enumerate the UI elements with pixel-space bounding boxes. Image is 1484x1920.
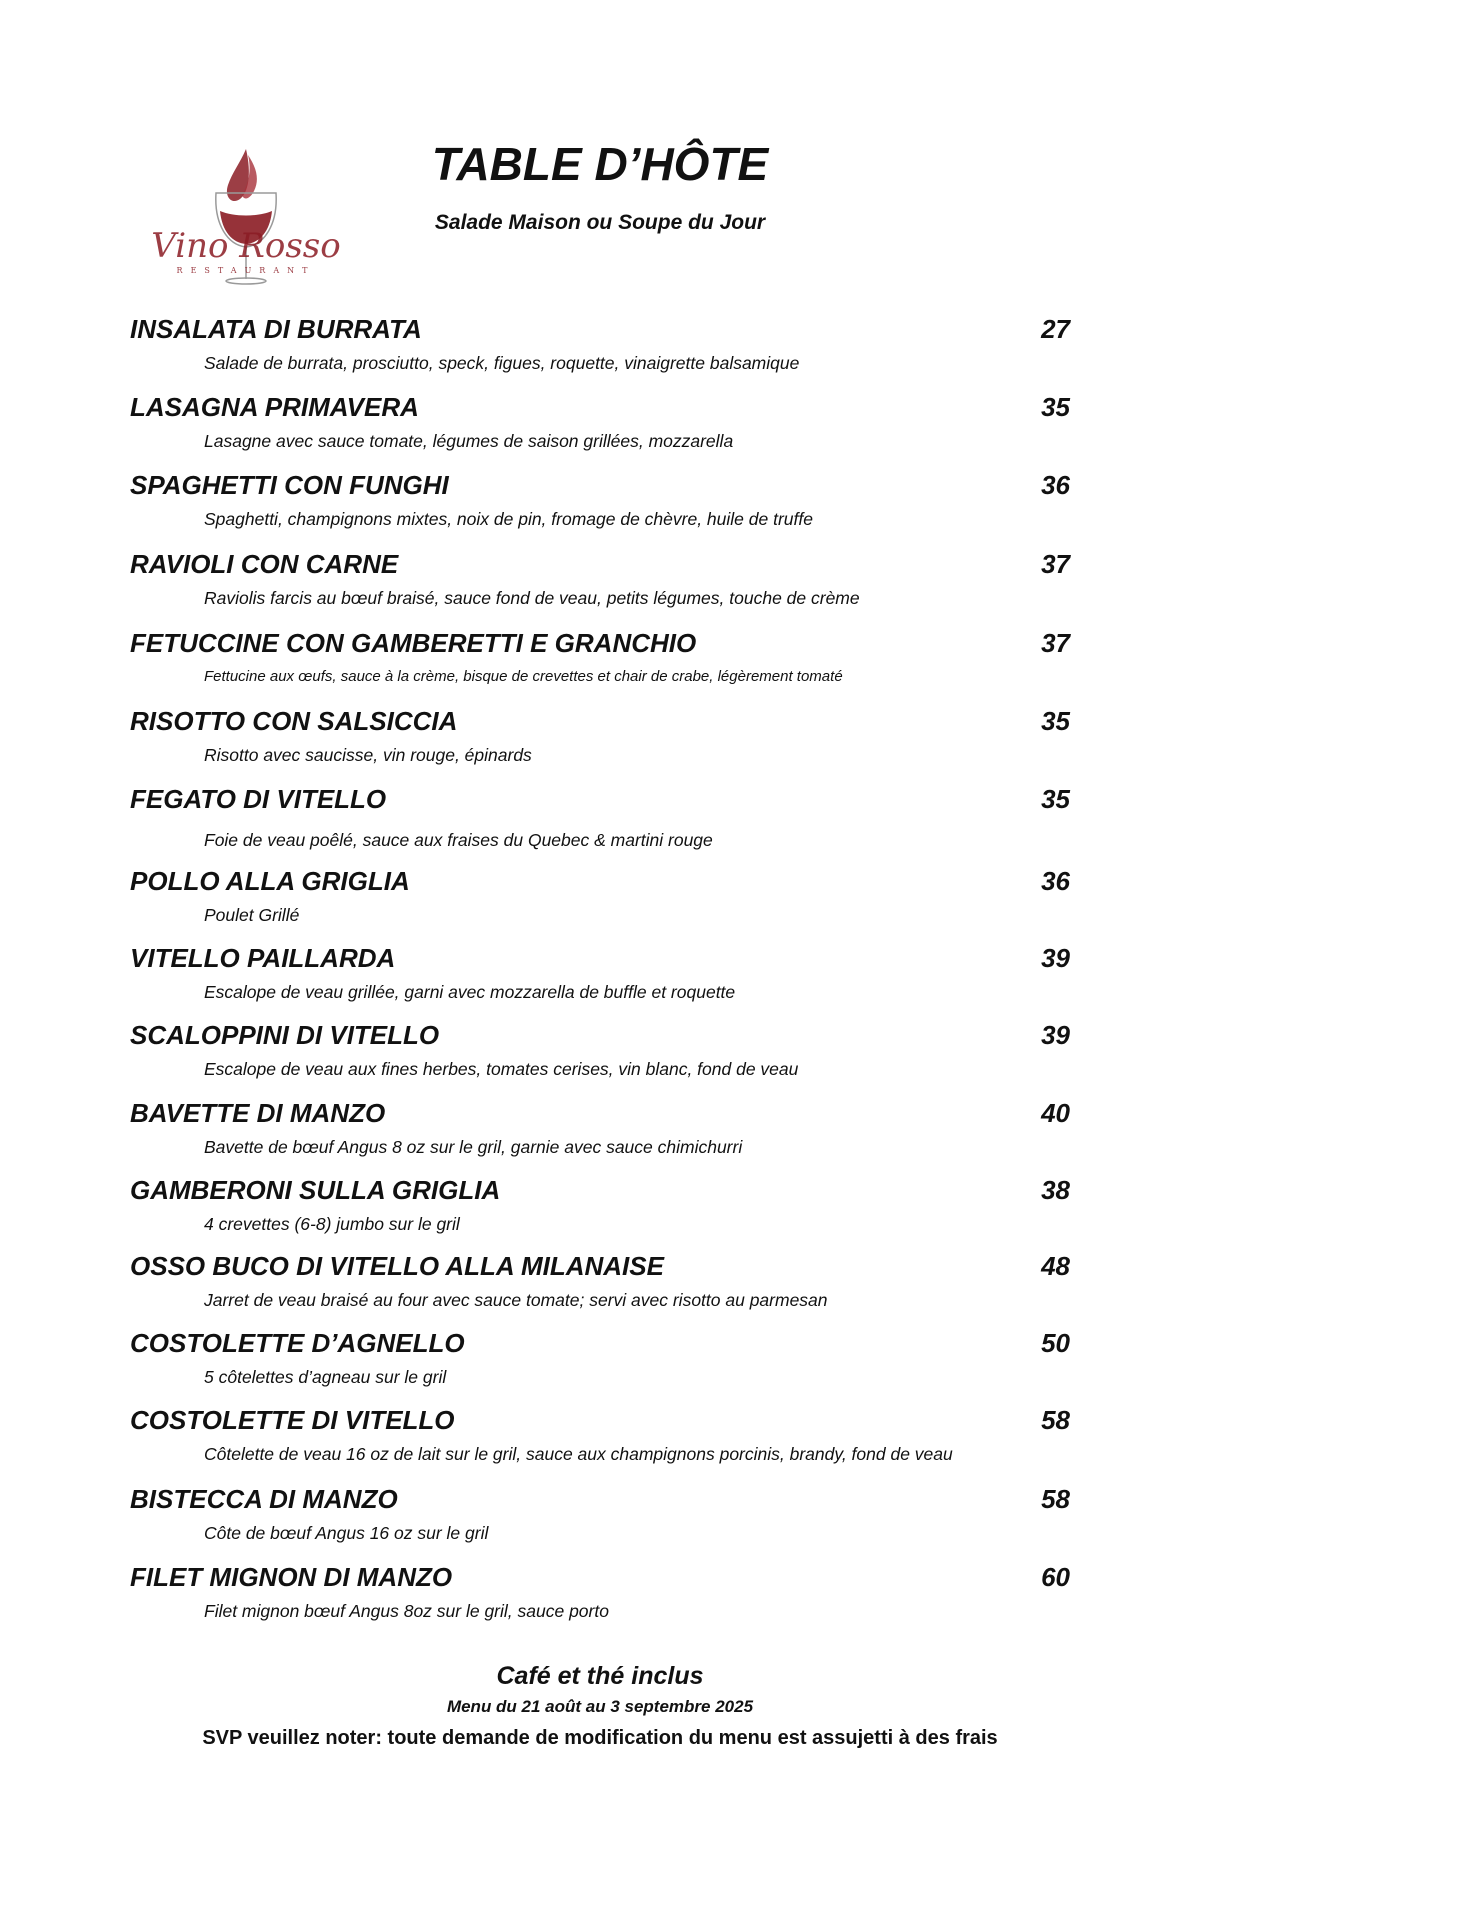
menu-item: [130, 1018, 1070, 1081]
menu-item: [130, 626, 1070, 689]
dish-description: Raviolis farcis au bœuf braisé, sauce fond de veau, petits légumes, touche de crème: [204, 588, 860, 608]
dish-price: 48: [1041, 1251, 1070, 1281]
dish-price: 39: [1041, 943, 1070, 973]
menu-item-header: [130, 1482, 1070, 1516]
dish-price: 35: [1041, 784, 1070, 814]
dish-description: Bavette de bœuf Angus 8 oz sur le gril, garnie avec sauce chimichurri: [204, 1137, 743, 1157]
dish-description: Lasagne avec sauce tomate, légumes de saison grillées, mozzarella: [204, 431, 734, 451]
dish-description: Côte de bœuf Angus 16 oz sur le gril: [204, 1523, 489, 1543]
dish-name: FETUCCINE CON GAMBERETTI E GRANCHIO: [130, 628, 697, 658]
dish-name: VITELLO PAILLARDA: [130, 943, 396, 973]
menu-item: [130, 864, 1070, 927]
menu-item: [130, 941, 1070, 1004]
footer-included: Café et thé inclus: [496, 1662, 704, 1690]
menu-item-header: [130, 547, 1070, 581]
menu-item: [130, 312, 1070, 375]
dish-name: BISTECCA DI MANZO: [130, 1484, 398, 1514]
menu-item-header: [130, 390, 1070, 424]
menu-item: [130, 782, 1070, 852]
dish-price: 50: [1041, 1328, 1070, 1358]
page-subtitle: Salade Maison ou Soupe du Jour: [434, 211, 766, 234]
menu-item-header: [130, 864, 1070, 898]
dish-price: 58: [1041, 1484, 1070, 1514]
dish-description: 5 côtelettes d’agneau sur le gril: [204, 1367, 447, 1387]
dish-price: 37: [1041, 628, 1070, 658]
dish-description: Spaghetti, champignons mixtes, noix de pin, fromage de chèvre, huile de truffe: [204, 509, 813, 529]
footer-dates: Menu du 21 août au 3 septembre 2025: [446, 1697, 754, 1716]
menu-item-header: [130, 1249, 1070, 1283]
dish-name: INSALATA DI BURRATA: [130, 314, 422, 344]
dish-price: 27: [1041, 314, 1070, 344]
dish-description: Jarret de veau braisé au four avec sauce tomate; servi avec risotto au parmesan: [204, 1290, 828, 1310]
dish-price: 35: [1041, 392, 1070, 422]
menu-item: [130, 704, 1070, 767]
footer-notice: SVP veuillez noter: toute demande de modification du menu est assujetti à des frais: [202, 1727, 998, 1749]
menu-item-header: [130, 626, 1070, 660]
dish-description: Risotto avec saucisse, vin rouge, épinards: [204, 745, 532, 765]
dish-price: 58: [1041, 1405, 1070, 1435]
dish-price: 60: [1041, 1562, 1070, 1592]
menu-item: [130, 468, 1070, 531]
dish-name: POLLO ALLA GRIGLIA: [130, 866, 410, 896]
menu-item: [130, 1403, 1070, 1466]
menu-item-header: [130, 1018, 1070, 1052]
menu-item: [130, 1096, 1070, 1159]
dish-price: 38: [1041, 1175, 1070, 1205]
menu-item-header: [130, 312, 1070, 346]
logo-name-text: Vino Rosso: [151, 226, 341, 266]
dish-name: SPAGHETTI CON FUNGHI: [130, 470, 449, 500]
dish-description: 4 crevettes (6-8) jumbo sur le gril: [204, 1214, 460, 1234]
dish-name: BAVETTE DI MANZO: [130, 1098, 386, 1128]
dish-price: 35: [1041, 706, 1070, 736]
logo-sub-text: RESTAURANT: [176, 266, 316, 275]
menu-item: [130, 390, 1070, 453]
dish-price: 37: [1041, 549, 1070, 579]
menu-item-header: [130, 704, 1070, 738]
dish-name: LASAGNA PRIMAVERA: [130, 392, 419, 422]
menu-item: [130, 1560, 1070, 1623]
dish-name: COSTOLETTE DI VITELLO: [130, 1405, 455, 1435]
menu-item: [130, 547, 1070, 610]
menu-item: [130, 1173, 1070, 1236]
dish-name: RAVIOLI CON CARNE: [130, 549, 399, 579]
menu-item: [130, 1482, 1070, 1545]
dish-description: Foie de veau poêlé, sauce aux fraises du Quebec & martini rouge: [204, 830, 713, 850]
menu-item: [130, 1249, 1070, 1312]
dish-description: Filet mignon bœuf Angus 8oz sur le gril, sauce porto: [204, 1601, 609, 1621]
dish-price: 36: [1041, 470, 1070, 500]
dish-description: Escalope de veau aux fines herbes, tomates cerises, vin blanc, fond de veau: [204, 1059, 799, 1079]
dish-name: SCALOPPINI DI VITELLO: [130, 1020, 440, 1050]
menu-item-header: [130, 1403, 1070, 1437]
menu-item: [130, 1326, 1070, 1389]
dish-price: 40: [1041, 1098, 1070, 1128]
menu-item-header: [130, 1096, 1070, 1130]
dish-description: Côtelette de veau 16 oz de lait sur le gril, sauce aux champignons porcinis, brandy, fond de veau: [204, 1444, 953, 1464]
menu-item-header: [130, 468, 1070, 502]
menu-item-header: [130, 1326, 1070, 1360]
dish-name: COSTOLETTE D’AGNELLO: [130, 1328, 465, 1358]
menu-item-header: [130, 1173, 1070, 1207]
menu-item-header: [130, 782, 1070, 816]
menu-item-header: [130, 1560, 1070, 1594]
dish-description: Salade de burrata, prosciutto, speck, figues, roquette, vinaigrette balsamique: [204, 353, 800, 373]
dish-name: FEGATO DI VITELLO: [130, 784, 387, 814]
dish-description: Escalope de veau grillée, garni avec mozzarella de buffle et roquette: [204, 982, 736, 1002]
dish-price: 39: [1041, 1020, 1070, 1050]
dish-name: RISOTTO CON SALSICCIA: [130, 706, 458, 736]
dish-name: FILET MIGNON DI MANZO: [130, 1562, 453, 1592]
page-title: TABLE D’HÔTE: [431, 138, 769, 190]
menu-item-header: [130, 941, 1070, 975]
dish-description: Poulet Grillé: [204, 905, 300, 925]
dish-price: 36: [1041, 866, 1070, 896]
dish-name: OSSO BUCO DI VITELLO ALLA MILANAISE: [130, 1251, 664, 1281]
dish-name: GAMBERONI SULLA GRIGLIA: [130, 1175, 501, 1205]
dish-description: Fettucine aux œufs, sauce à la crème, bisque de crevettes et chair de crabe, légèrement tomaté: [204, 668, 843, 685]
